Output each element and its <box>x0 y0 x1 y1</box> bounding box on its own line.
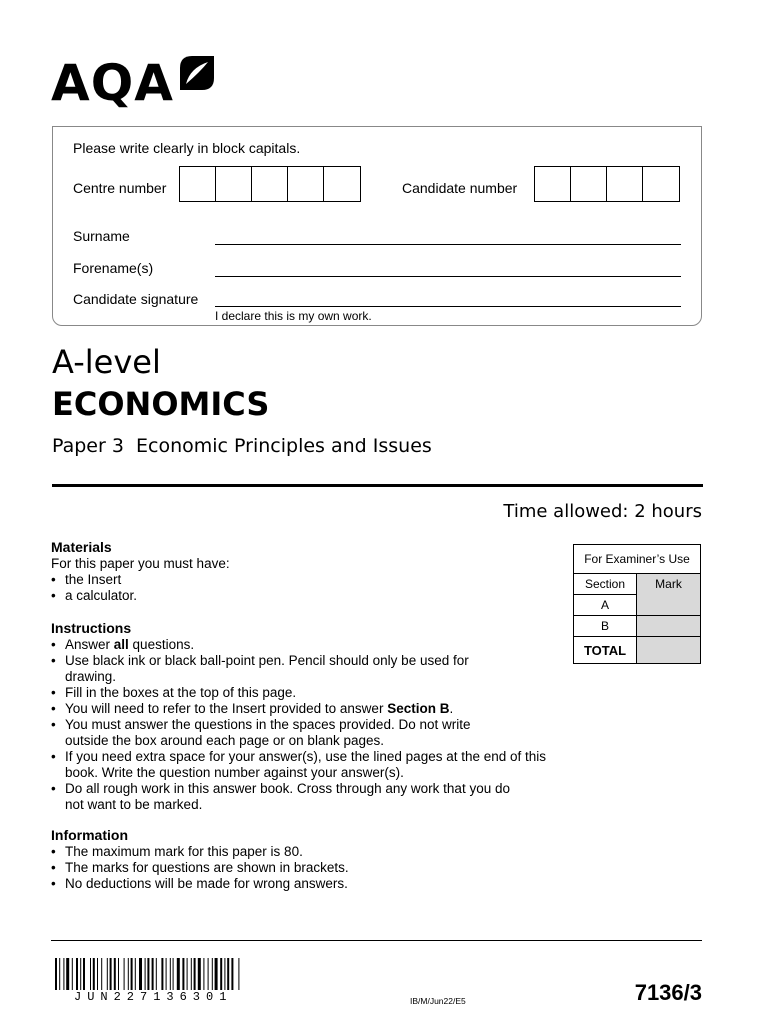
surname-field[interactable] <box>215 244 681 245</box>
materials-section <box>51 539 561 604</box>
list-item: • If you need extra space for your answer(s), use the lined pages at the end of this book. Write the question number against your answer(s). <box>51 749 551 781</box>
instructions-section <box>51 620 551 813</box>
paper-title: Paper 3 Economic Principles and Issues <box>52 435 432 457</box>
list-item: • the Insert <box>51 572 561 588</box>
document-reference: IB/M/Jun22/E5 <box>410 996 466 1006</box>
section-b-cell: B <box>574 616 637 637</box>
block-capitals-instruction: Please write clearly in block capitals. <box>73 140 301 156</box>
qualification-level: A-level <box>52 343 161 381</box>
list-item: • Answer all questions. <box>51 637 551 653</box>
section-a-cell: A <box>574 595 637 616</box>
list-item: • You will need to refer to the Insert provided to answer Section B. <box>51 701 551 717</box>
barcode-icon <box>55 958 299 990</box>
centre-number-field[interactable] <box>179 166 361 202</box>
signature-field[interactable] <box>215 306 681 307</box>
surname-label: Surname <box>73 228 130 244</box>
information-section <box>51 827 561 892</box>
list-item: • Fill in the boxes at the top of this page. <box>51 685 551 701</box>
total-mark <box>637 637 701 664</box>
subject-title: ECONOMICS <box>52 385 270 423</box>
section-b-mark <box>637 616 701 637</box>
list-item: • The marks for questions are shown in brackets. <box>51 860 561 876</box>
list-item: • Do all rough work in this answer book. Cross through any work that you do not want to be marked. <box>51 781 551 813</box>
forename-field[interactable] <box>215 276 681 277</box>
examiner-header: For Examiner’s Use <box>574 545 701 574</box>
materials-heading: Materials <box>51 539 112 555</box>
title-divider <box>52 484 703 487</box>
materials-intro: For this paper you must have: <box>51 556 230 571</box>
list-item: • You must answer the questions in the spaces provided. Do not write outside the box around each page or on blank pages. <box>51 717 551 749</box>
mark-column-header: Mark <box>637 574 701 616</box>
examiner-use-table <box>573 544 701 664</box>
candidate-number-field[interactable] <box>534 166 680 202</box>
paper-code: 7136/3 <box>634 980 702 1005</box>
footer-divider <box>51 940 702 941</box>
centre-number-label: Centre number <box>73 180 167 196</box>
candidate-number-label: Candidate number <box>402 180 518 196</box>
information-heading: Information <box>51 827 128 843</box>
time-allowed: Time allowed: 2 hours <box>503 501 702 522</box>
section-column-header: Section <box>574 574 637 595</box>
list-item: • The maximum mark for this paper is 80. <box>51 844 561 860</box>
barcode-number: JUN227136301 <box>74 990 233 1004</box>
list-item: • Use black ink or black ball-point pen. Pencil should only be used for drawing. <box>51 653 551 685</box>
instructions-heading: Instructions <box>51 620 132 636</box>
list-item: • a calculator. <box>51 588 561 604</box>
forename-label: Forename(s) <box>73 260 154 276</box>
logo-text: AQA <box>51 54 174 112</box>
list-item: • No deductions will be made for wrong answers. <box>51 876 561 892</box>
total-cell: TOTAL <box>574 637 637 664</box>
signature-label: Candidate signature <box>73 291 199 307</box>
declaration-text: I declare this is my own work. <box>215 309 372 323</box>
logo-leaf-icon <box>178 54 216 92</box>
aqa-logo <box>51 52 221 112</box>
